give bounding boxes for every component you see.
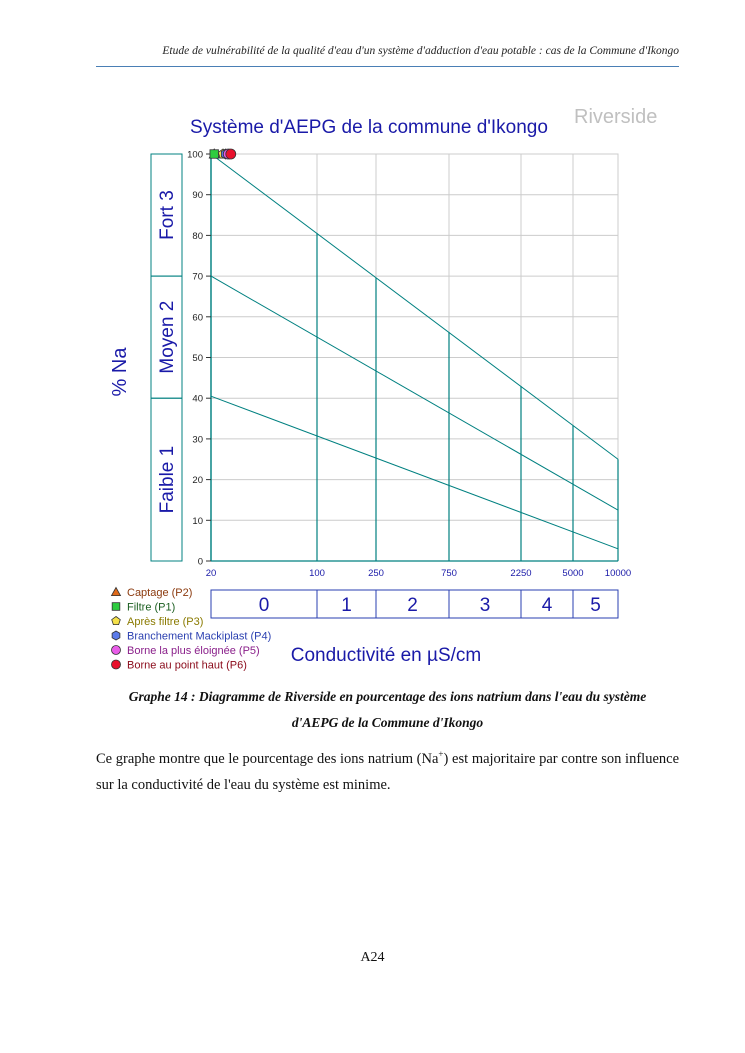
cond-class-label: 3 [479,595,491,616]
legend-label: Branchement Mackiplast (P4) [127,630,272,643]
chart-ticks [187,150,631,580]
y-tick-label: 90 [192,190,203,202]
caption-line-1: Graphe 14 : Diagramme de Riverside en pourcentage des ions natrium dans l'eau du système [128,689,647,704]
legend-marker [112,660,121,669]
paragraph-before: Ce graphe montre que le pourcentage des ions natrium (Na [96,750,439,767]
na-class-label: Faible 1 [157,445,178,514]
cond-class-label: 2 [407,595,418,616]
x-tick-label: 100 [309,568,325,579]
y-tick-label: 40 [192,393,203,405]
cond-class-label: 4 [541,595,553,616]
cond-class-label: 5 [590,595,601,616]
data-point [226,149,236,159]
y-tick-label: 0 [197,556,203,568]
legend-marker [112,617,121,625]
boundary-line [211,276,618,510]
y-tick-label: 60 [192,312,203,324]
body-paragraph [96,741,679,798]
legend-marker [112,646,121,655]
chart-legend [112,587,272,672]
legend-label: Borne la plus éloignée (P5) [127,645,260,657]
y-tick-label: 10 [192,515,203,527]
x-axis-label: Conductivité en µS/cm [290,645,482,666]
caption-line-2: d'AEPG de la Commune d'Ikongo [291,715,484,730]
x-tick-label: 2250 [510,568,532,579]
running-header: Etude de vulnérabilité de la qualité d'eau d'un système d'adduction d'eau potable : cas de la Commune d'Ikongo [162,45,679,57]
data-point [210,150,219,159]
chart-points [209,149,236,159]
y-tick-label: 70 [192,271,203,283]
chart-watermark: Riverside [574,106,658,128]
paragraph-after: ) est majoritaire par contre son influence sur la conductivité de l'eau du système est minime. [96,750,680,793]
chart-title: Système d'AEPG de la commune d'Ikongo [190,117,548,138]
legend-marker [112,631,120,640]
legend-label: Filtre (P1) [127,601,176,614]
y-tick-label: 30 [192,434,203,446]
legend-marker [112,588,121,596]
x-tick-label: 750 [441,568,457,579]
legend-label: Après filtre (P3) [127,616,204,628]
cond-class-label: 1 [341,595,352,616]
boundary-line [211,396,618,549]
x-tick-label: 5000 [562,568,584,579]
na-class-label: Fort 3 [157,190,178,240]
cond-class-label: 0 [258,595,270,616]
na-class-label: Moyen 2 [157,300,178,374]
x-tick-label: 20 [205,568,217,579]
boundary-line [211,154,618,459]
y-tick-label: 80 [192,230,203,242]
chart-class-boxes [151,154,618,618]
y-tick-label: 100 [187,149,203,161]
legend-label: Borne au point haut (P6) [127,659,247,672]
y-axis-label: % Na [109,347,131,397]
figure-caption [96,684,679,736]
legend-label: Captage (P2) [127,587,193,599]
x-tick-label: 250 [368,568,384,579]
y-tick-label: 20 [192,475,203,487]
legend-marker [112,603,120,611]
chart-grid [211,154,618,561]
paragraph-sup: + [438,749,444,759]
page-number: A24 [360,950,385,965]
y-tick-label: 50 [192,353,203,364]
x-tick-label: 10000 [604,568,632,579]
